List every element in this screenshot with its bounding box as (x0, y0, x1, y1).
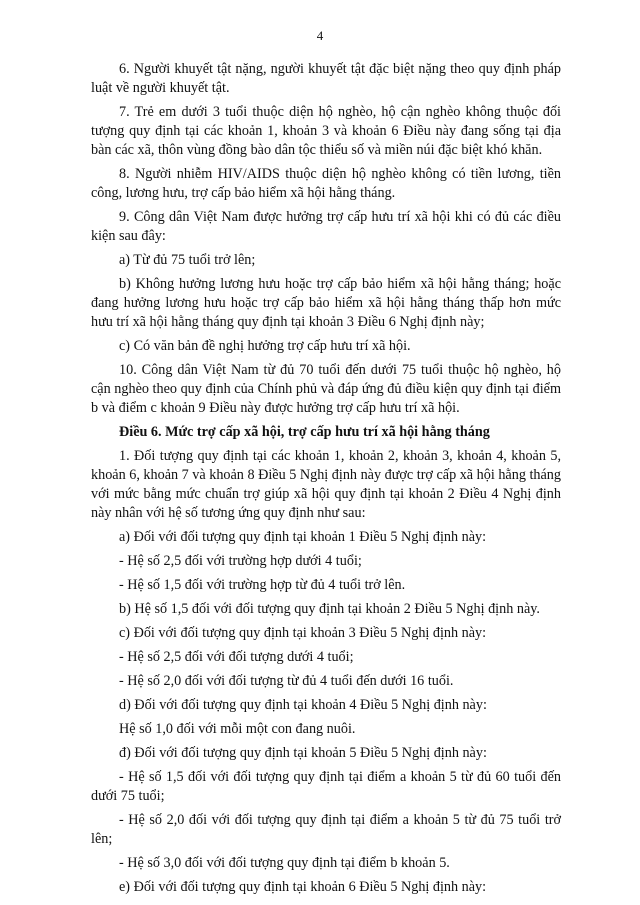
paragraph-point-b: b) Hệ số 1,5 đối với đối tượng quy định tại khoản 2 Điều 5 Nghị định này. (119, 601, 540, 617)
paragraph-point-c-dash-2: - Hệ số 2,0 đối với đối tượng từ đủ 4 tuổi đến dưới 16 tuổi. (119, 673, 454, 689)
paragraph-point-d: d) Đối với đối tượng quy định tại khoản 4 Điều 5 Nghị định này: (119, 697, 487, 713)
paragraph-point-c-dash-1: - Hệ số 2,5 đối với đối tượng dưới 4 tuổi; (119, 649, 354, 665)
paragraph-point-dd: đ) Đối với đối tượng quy định tại khoản 5 Điều 5 Nghị định này: (119, 745, 487, 761)
paragraph-item-9a: a) Từ đủ 75 tuổi trở lên; (119, 252, 256, 268)
paragraph-point-c: c) Đối với đối tượng quy định tại khoản 3 Điều 5 Nghị định này: (119, 625, 487, 641)
paragraph-point-dd-dash-2: - Hệ số 2,0 đối với đối tượng quy định tại điểm a khoản 5 từ đủ 75 tuổi trở lên; (91, 812, 561, 847)
paragraph-item-10: 10. Công dân Việt Nam từ đủ 70 tuổi đến dưới 75 tuổi thuộc hộ nghèo, hộ cận nghèo theo quy định của Chính phủ và đáp ứng đủ điều kiện quy định tại điểm b và điểm c khoản 9 Điều này được hưởng trợ cấp hưu trí xã hội. (91, 362, 561, 416)
paragraph-point-a-dash-1: - Hệ số 2,5 đối với trường hợp dưới 4 tuổi; (119, 553, 362, 569)
article-6-heading: Điều 6. Mức trợ cấp xã hội, trợ cấp hưu trí xã hội hằng tháng (119, 424, 490, 440)
paragraph-item-9: 9. Công dân Việt Nam được hưởng trợ cấp hưu trí xã hội khi có đủ các điều kiện sau đây: (91, 209, 561, 244)
paragraph-point-d-detail: Hệ số 1,0 đối với mỗi một con đang nuôi. (119, 721, 356, 737)
paragraph-item-9b: b) Không hưởng lương hưu hoặc trợ cấp bảo hiểm xã hội hằng tháng; hoặc đang hưởng lương hưu hoặc trợ cấp bảo hiểm xã hội hằng tháng thấp hơn mức hưu trí xã hội hằng tháng quy định tại khoản 3 Điều 6 Nghị định này; (91, 276, 561, 330)
paragraph-point-e: e) Đối với đối tượng quy định tại khoản 6 Điều 5 Nghị định này: (119, 879, 487, 895)
paragraph-item-7: 7. Trẻ em dưới 3 tuổi thuộc diện hộ nghèo, hộ cận nghèo không thuộc đối tượng quy định tại các khoản 1, khoản 3 và khoản 6 Điều này đang sống tại địa bàn các xã, thôn vùng đồng bào dân tộc thiểu số và miền núi đặc biệt khó khăn. (91, 104, 561, 158)
paragraph-point-dd-dash-1: - Hệ số 1,5 đối với đối tượng quy định tại điểm a khoản 5 từ đủ 60 tuổi đến dưới 75 tuổi; (91, 769, 561, 804)
paragraph-article-6-clause-1: 1. Đối tượng quy định tại các khoản 1, khoản 2, khoản 3, khoản 4, khoản 5, khoản 6, khoản 7 và khoản 8 Điều 5 Nghị định này được trợ cấp xã hội hằng tháng với mức bằng mức chuẩn trợ giúp xã hội quy định tại khoản 2 Điều 4 Nghị định này nhân với hệ số tương ứng quy định như sau: (91, 448, 561, 521)
document-body (91, 60, 561, 902)
paragraph-item-9c: c) Có văn bản đề nghị hưởng trợ cấp hưu trí xã hội. (119, 338, 411, 354)
paragraph-item-6: 6. Người khuyết tật nặng, người khuyết tật đặc biệt nặng theo quy định pháp luật về người khuyết tật. (91, 61, 561, 96)
paragraph-point-a-dash-2: - Hệ số 1,5 đối với trường hợp từ đủ 4 tuổi trở lên. (119, 577, 406, 593)
page-number: 4 (316, 28, 324, 43)
paragraph-item-8: 8. Người nhiễm HIV/AIDS thuộc diện hộ nghèo không có tiền lương, tiền công, lương hưu, trợ cấp bảo hiểm xã hội hằng tháng. (91, 166, 561, 201)
paragraph-point-dd-dash-3: - Hệ số 3,0 đối với đối tượng quy định tại điểm b khoản 5. (119, 855, 450, 871)
paragraph-point-a: a) Đối với đối tượng quy định tại khoản 1 Điều 5 Nghị định này: (119, 529, 487, 545)
